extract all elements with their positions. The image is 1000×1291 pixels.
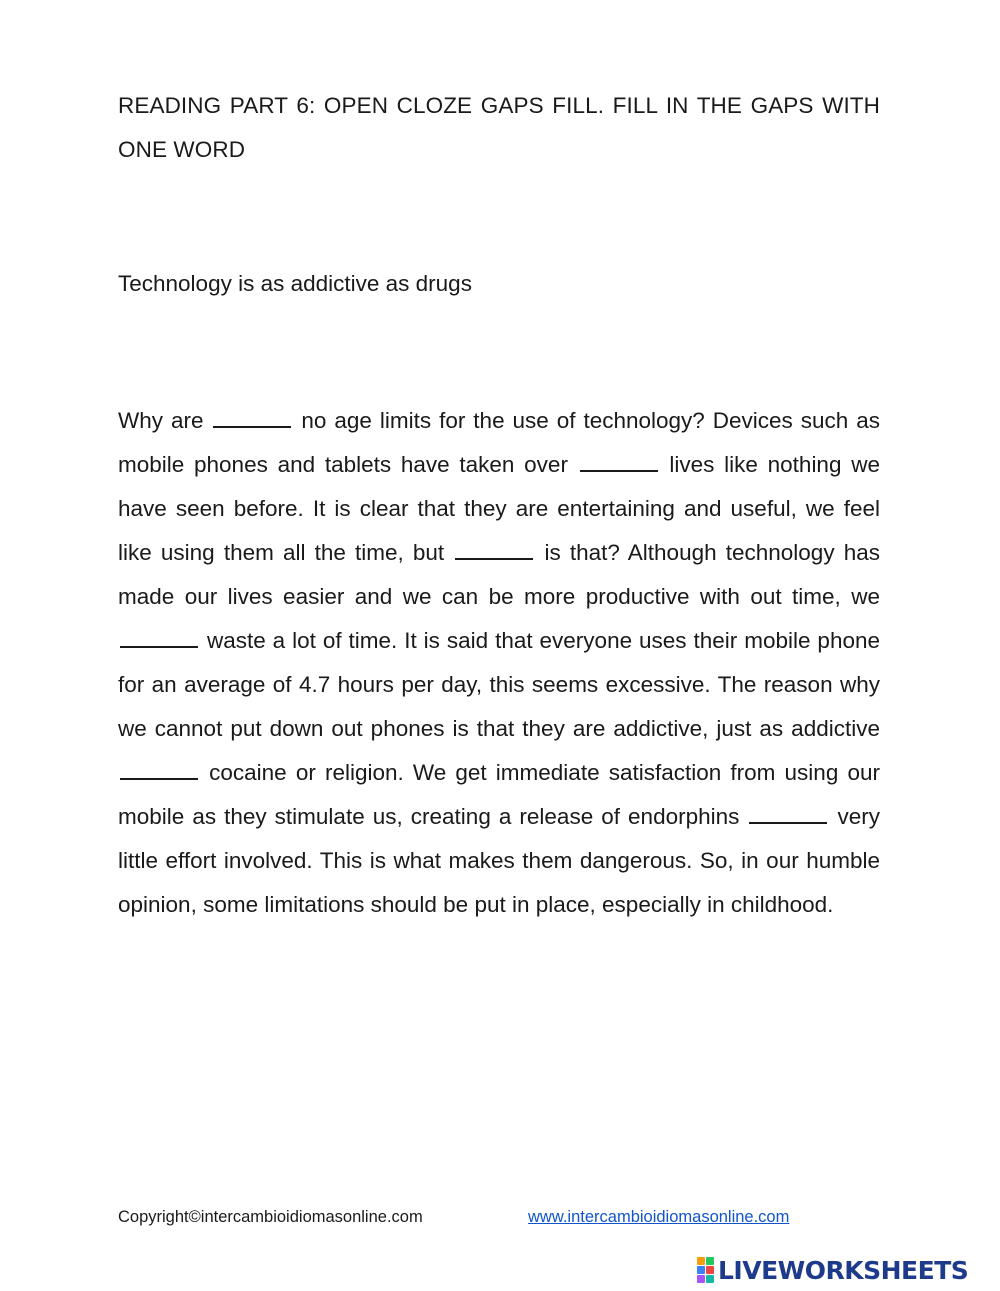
gap-3[interactable]: [455, 540, 533, 560]
copyright-text: Copyright©intercambioidiomasonline.com: [118, 1208, 423, 1226]
passage-text-1: Why are: [118, 408, 204, 433]
brand-name: LIVEWORKSHEETS: [718, 1255, 969, 1285]
brand-blocks-icon: [697, 1257, 714, 1283]
passage-text-3: lives like nothing we have seen before. It is clear that they are entertaining and useful, we feel like using them all the time, but: [118, 452, 880, 565]
liveworksheets-logo[interactable]: [697, 1255, 968, 1285]
brand-block: [706, 1266, 714, 1274]
brand-block: [697, 1275, 705, 1283]
page-heading: READING PART 6: OPEN CLOZE GAPS FILL. FILL IN THE GAPS WITH ONE WORD: [118, 93, 880, 162]
passage-text-7: very little effort involved. This is what makes them dangerous. So, in our humble opinion, some limitations should be put in place, especially in childhood.: [118, 804, 880, 917]
passage-text-4: is that? Although technology has made our lives easier and we can be more productive with out time, we: [118, 540, 880, 609]
passage-text-2: no age limits for the use of technology? Devices such as mobile phones and tablets have taken over: [118, 408, 880, 477]
gap-5[interactable]: [120, 760, 198, 780]
brand-block: [706, 1275, 714, 1283]
passage-text-5: waste a lot of time. It is said that everyone uses their mobile phone for an average of 4.7 hours per day, this seems excessive. The reason why we cannot put down out phones is that they are addictive, just as addictive: [118, 628, 880, 741]
gap-4[interactable]: [120, 628, 198, 648]
cloze-passage: [118, 399, 880, 927]
gap-1[interactable]: [213, 408, 291, 428]
gap-6[interactable]: [749, 804, 827, 824]
website-link[interactable]: www.intercambioidiomasonline.com: [528, 1208, 790, 1226]
gap-2[interactable]: [580, 452, 658, 472]
brand-block: [706, 1257, 714, 1265]
passage-text-6: cocaine or religion. We get immediate satisfaction from using our mobile as they stimulate us, creating a release of endorphins: [118, 760, 880, 829]
passage-title: Technology is as addictive as drugs: [118, 271, 472, 296]
brand-block: [697, 1266, 705, 1274]
brand-block: [697, 1257, 705, 1265]
